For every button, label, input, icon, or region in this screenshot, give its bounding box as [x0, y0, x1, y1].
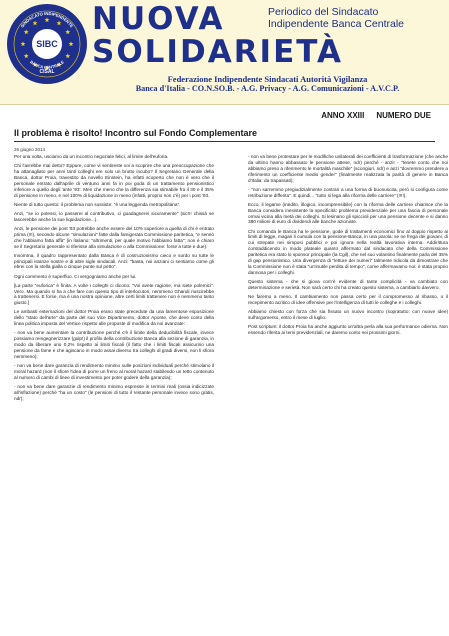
masthead — [0, 0, 449, 105]
article-paragraph: Anzi, "se io potessi, io passerei al contributivo, ci guadagnerei sicuramente" (sic!!! chissà se lascerebbe anche la sue liquidazione...). — [14, 210, 214, 222]
article-paragraph: Ecco, il legame (inedito, illogico, incomprensibile) con la riforma delle carriere chiarisce che la Banca considera inesistente la specificità: problema previdenziale per una fascia di personale ormai vicina alla metà dei colleghi. Si lesinano gli spiccioli per una pensione decente e si danno 380 milioni di euro di dividendi alle banche azioniste. — [248, 201, 448, 225]
article-date: 26 giugno 2014 — [14, 147, 46, 152]
article-paragraph: - non va bene dare garanzie di rendimento minimo espresse in termini reali (ossia indicizzate all'inflazione) perché "ha un costo" (le pensioni di tutto il restante personale invece sono gratis, ndr); — [14, 383, 214, 401]
article-paragraph: Chi comanda le Banca ha le pensione, gode di trattamenti economici fino al doppio rispetto ai limiti di legge, magari li cumula con la pensione-Banca, in una parola: se ne frega dei giovani, di cui strepate nei simposi pubblici e poi ignora nella realtà lavorativa interna. Addirittura contraddicendo in modo plateale quanto affermato dal sindacato che della Commissione paritetica era stato lo sponsor principale (la Cgil), che nel suo volantino finalmente parla del 35% di gap pensionistico. Una divergenza di "letture dei numeri" talmente ridicola da dimostrare che la Commissione non è stata "un'inutile perdita di tempo", come affermavamo noi: è stata proprio dannosa per i colleghi. — [248, 228, 448, 275]
masthead-tagline-2: Indipendente Banca Centrale — [268, 18, 405, 30]
article-paragraph: Chi l'avrebbe mai detto? Eppure, come vi sentireste voi a scoprire che una preoccupazione che ha attanagliato per anni tanti colleghi ere solo un brutto incubo? Il Segretario Generale della Banca, dottor Proia, travestito da novello Einstein, ha infatti scoperto che non è vero che il personale entrato dall'aprile di ventuno anni fa in poi goda di un trattamento pensionistico inferiore a quello degli 'ante '93'. Men che meno che la differenza sia stimabile fra il 30 e il 35% di pensione in meno, e nel 100% di liquidazione in meno (infatti, proprio non c'è) per i post '93. — [14, 163, 214, 198]
branches-line: Banca d'Italia - CO.N.SO.B. - A.G. Privacy - A.G. Comunicazioni - A.V.C.P. — [135, 84, 400, 93]
article-title: Il problema è risolto! Incontro sul Fondo Complementare — [14, 128, 258, 138]
article-paragraph: Anzi, le pensione dei post '93 potrebbe anche essere del 10% superiore a quella di chi è entrato prima (!!!), secondo alcune "simulazioni" fatte dalla famigerata Commissione paritetica, "e sennò che l'abbiamo fatta affà" (in italiano: "altrimenti, per quale motivo l'abbiamo fatta"; non è chiaro se il Segretario generale si riferisse alla simulazione o alla Commissione: forse a tutte e due). — [14, 225, 214, 249]
logo-arc-bottom-text: BANCA CENTRALE — [29, 59, 65, 70]
article-paragraph: Post scriptum: il dottor Proia ha anche aggiunto un'altra perla alla sua performance odierna. Non essendo riferita ai temi previdenziali, ne daremo conto nei prossimi giorni. — [248, 323, 448, 335]
article-paragraph: Ne faremo a meno. Il cambiamento non passa certo per il compromesso al ribasso, o il recepimento acritico di idee offensive per l'intelligenza di tutti le colleghe e i colleghi. — [248, 293, 448, 305]
issue-info — [321, 111, 431, 120]
sibc-logo-icon — [6, 3, 88, 85]
article-paragraph: [La parte "euforica" è finita. A volte i colleghi ci dicono: "Voi avete ragione, ma siete polemici". Vero. Ma quando si ha a che fare con questo tipo di interlocutori, nemmeno Ghandi riuscirebbe a trattenersi. E forse, ma è una nostra opinione, altre certi limiti trattenere non è nemmeno tanto giusto.] — [14, 282, 214, 306]
logo-center-text: SIBC — [36, 39, 58, 49]
article-paragraph: Per una volta, usciamo da un incontro negoziale felici, al limite dell'euforia. — [14, 154, 169, 159]
article-paragraph: Le ambasti esternazioni del dottor Proia erano state precedute da una lamentose esposizione dello "stato dell'arte" da parte del suo Vice Dipartimento, dottor Aponte, che deve conto della linea politica imposta del Vertice rispetto alle proposte di modifica da noi avanzate: — [14, 309, 214, 327]
issue-number: NUMERO DUE — [376, 111, 431, 120]
article-column-left — [14, 154, 214, 405]
masthead-title-line1: NUOVA — [92, 1, 225, 37]
federation-line: Federazione Indipendente Sindacati Autorità Vigilanza — [167, 74, 368, 84]
issue-year: ANNO XXIII — [321, 111, 365, 120]
article-column-right — [248, 154, 448, 339]
article-paragraph: Ogni commento è superfluo. Ci vergogniamo anche per lui. — [14, 273, 137, 279]
title-divider — [14, 141, 435, 142]
logo-arc-top-text: SINDACATO INDIPENDENTE — [19, 10, 75, 29]
article-paragraph: Niente di tutto questo: il problema non sussiste: "è una leggenda metropolitana". — [14, 201, 181, 207]
article-paragraph: - non va bene protestare per le modifiche unilaterali dei coefficienti di trasformazione (che anche da ultimo hanno abbassato le pensione attese, ndr) perché - anzi! - "tenete conto che noi abbiamo preso a riferimento le mortalità maschile" (scongiuri, ndr) e anzi "dovremmo prendere a riferimento un coefficiente medio gender" (finalmente realizzata la parità di genere in Banca d'Italia: da trapassati); — [248, 154, 448, 183]
article-paragraph: - non va bene aumentare la contribuzione perché c'è il limite della deducibilità fiscale, invece possiamo reingegnerizzare (gulp!) il profilo della contribuzione Banca alla sezione di garanzia, in modo da liberare uno 0,2% rispetto ai limiti fiscali (il fatto che i limiti fiscali assicurino una pensione da fame e che agiscano in modo assai diverso tra colleghi di gradi diversi, non li sfiora nemmeno); — [14, 330, 214, 359]
masthead-tagline-1: Periodico del Sindacato — [268, 6, 379, 18]
article-paragraph: - non va bene dare garanzia di rendimento minimo sulle posizioni individuali perché stimolano il moral hazard (non il sfiore l'idea di porre un freno al moral hazard stabilendo un tetto contenuto al numero di cambi di linee di investimento per poter godere della garanzia); — [14, 363, 214, 380]
masthead-title-line2: SOLIDARIETÀ — [92, 34, 344, 70]
article-paragraph: Questo sistema - che si giova com'è evidente di tante complicità - va cambiato con determinazione e serietà. Non sarà certo chi ha creato questo sistema, a cambiarlo davvero. — [248, 278, 448, 290]
logo-sub-text: CISAL — [39, 69, 55, 75]
article-paragraph: Abbiamo chiesto con forza che sia fissato un nuovo incontro (sopratutto: con nuove idee) sull'argomento, entro il mese di luglio. — [248, 308, 448, 320]
article-paragraph: Insomma, il quadro rappresentato dalla Banca è di costruzionismo cieco e sordo su tutte le principali istanze nostre e di altre sigle sindacali. Anzi: "basta, noi anziani ci sentiamo come gli ebrei con la stella gialla o cinque punte sul petto". — [14, 252, 214, 270]
article-paragraph: - "non sarremmo pregiudizialmente contrari a una forma di buonuscita, però si configura come retribuzione differita". E quindi... "tutto si lega alla riforma delle carriere" (!!!!). — [248, 186, 448, 198]
